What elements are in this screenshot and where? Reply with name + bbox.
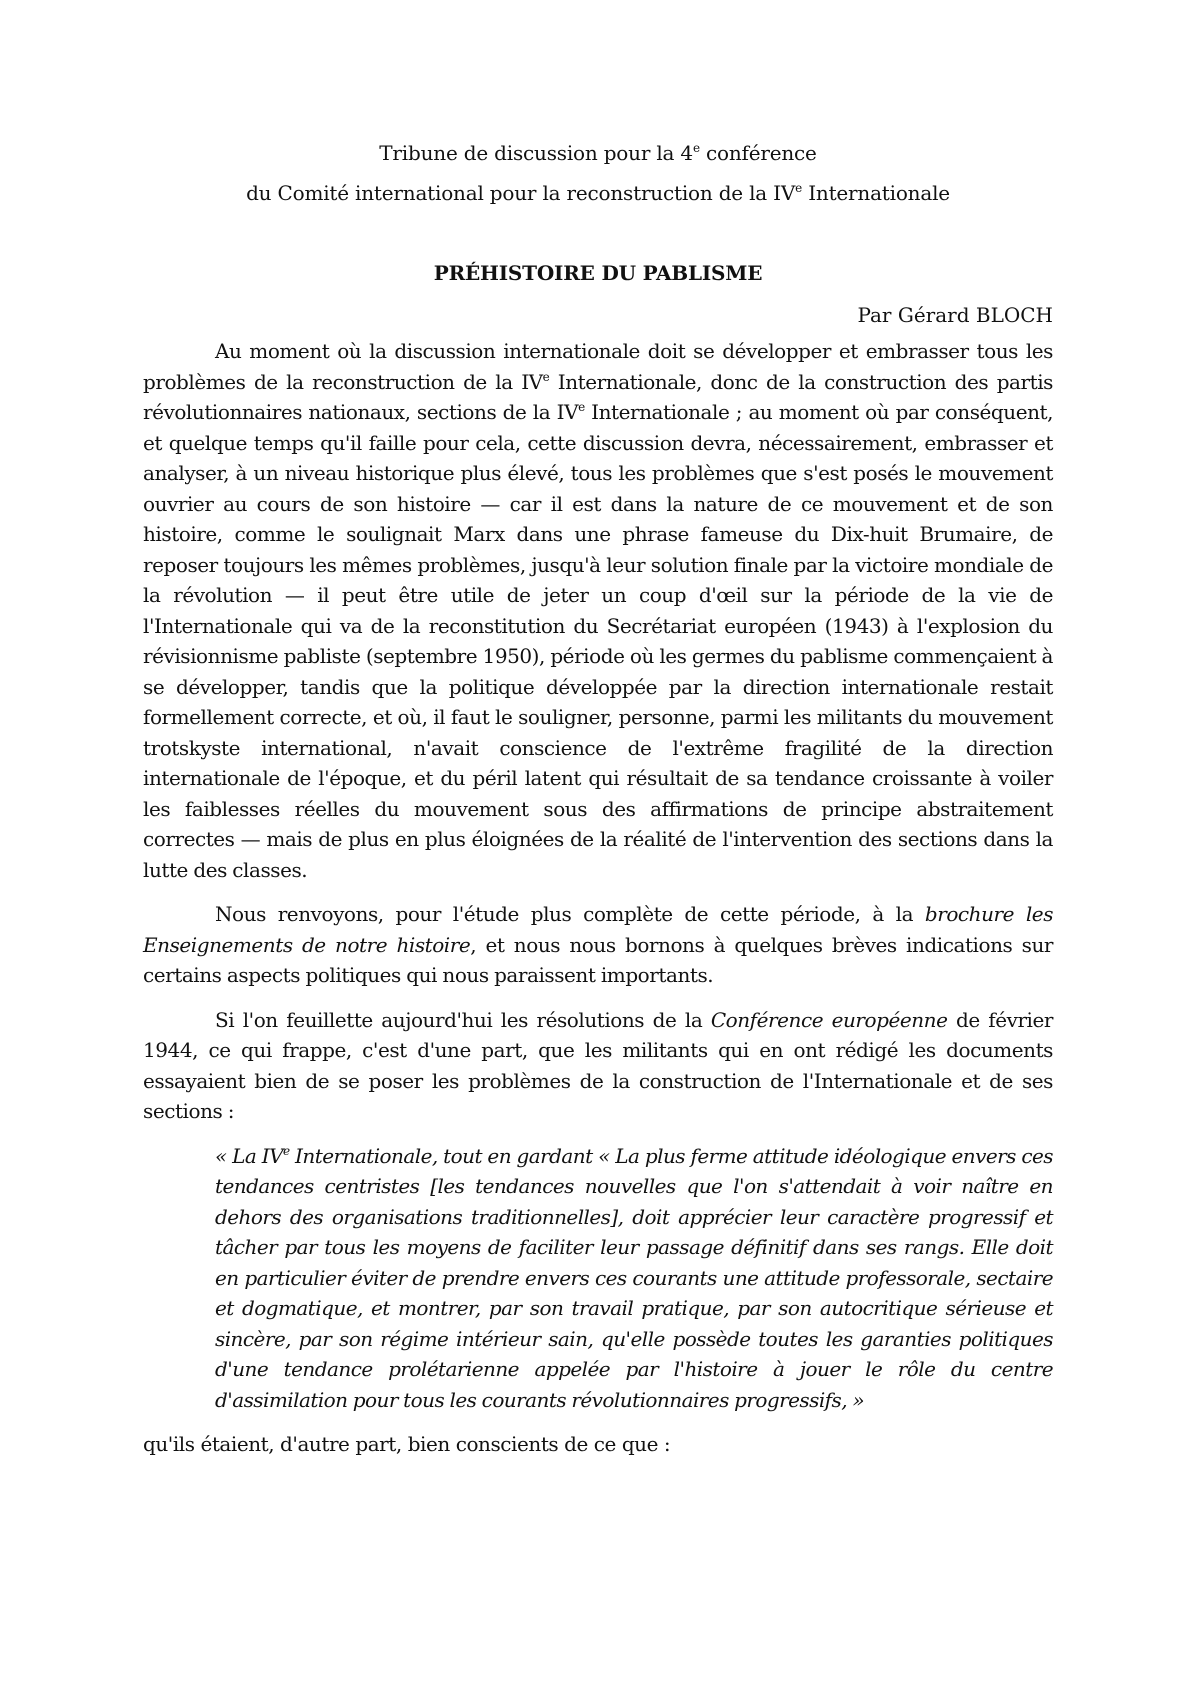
quote-text-a: « La IV bbox=[215, 1143, 283, 1168]
paragraph-1-text-c: Internationale ; au moment où par conséquent, et quelque temps qu'il faille pour cela, cette discussion devra, nécessairement, embrasser et analyser, à un niveau historique plus élevé, tous les problèmes que s'est posés le mouvement ouvrier au cours de son histoire — car il est dans la nature de ce mouvement et de son histoire, comme le soulignait Marx dans une phrase fameuse du Dix-huit Brumaire, de reposer toujours les mêmes problèmes, jusqu'à leur solution finale par la victoire mondiale de la révolution — il peut être utile de jeter un coup d'œil sur la période de la vie de l'Internationale qui va de la reconstitution du Secrétariat européen (1943) à l'explosion du révisionnisme pabliste (septembre 1950), période où les germes du pablisme commençaient à se développer, tandis que la politique développée par la direction internationale restait formellement correcte, et où, il faut le souligner, personne, parmi les militants du mouvement trotskyste international, n'avait conscience de l'extrême fragilité de la direction internationale de l'époque, et du péril latent qui résultait de sa tendance croissante à voiler les faiblesses réelles du mouvement sous des affirmations de principe abstraitement correctes — mais de plus en plus éloignées de la réalité de l'intervention des sections dans la lutte des classes. bbox=[143, 400, 1054, 882]
header-line-1 bbox=[143, 138, 1053, 168]
paragraph-1-text-a: Au moment où la discussion internationale doit se développer et embrasser tous les problèmes de la reconstruction de la IV bbox=[143, 339, 1053, 394]
ordinal-superscript: e bbox=[692, 141, 700, 155]
document-title: PRÉHISTOIRE DU PABLISME bbox=[433, 261, 763, 285]
author-byline: Par Gérard BLOCH bbox=[857, 303, 1053, 327]
paragraph-3-text-b: de février 1944, ce qui frappe, c'est d'une part, que les militants qui en ont rédigé les documents essayaient bien de se poser les problèmes de la construction de l'Internationale et de ses sections : bbox=[143, 1007, 1054, 1123]
header-line-2-text: du Comité international pour la reconstruction de la IV bbox=[246, 181, 796, 205]
paragraph-2-text-b: , et nous nous bornons à quelques brèves indications sur certains aspects politiques qui nous paraissent importants. bbox=[143, 932, 1054, 987]
document-page bbox=[143, 138, 1053, 1460]
conference-name-italic: Conférence européenne bbox=[710, 1007, 948, 1032]
brochure-title-italic: brochure les Enseignements de notre histoire bbox=[143, 902, 1054, 957]
paragraph-1 bbox=[143, 336, 1053, 885]
closing-line: qu'ils étaient, d'autre part, bien conscients de ce que : bbox=[143, 1432, 671, 1456]
header-line-2-text-end: Internationale bbox=[802, 181, 950, 205]
paragraph-2 bbox=[143, 899, 1053, 991]
ordinal-superscript: e bbox=[283, 1143, 290, 1158]
paragraph-2-text-a: Nous renvoyons, pour l'étude plus complète de cette période, à la bbox=[215, 902, 925, 926]
header-line-2 bbox=[143, 178, 1053, 208]
block-quote bbox=[215, 1141, 1053, 1416]
quote-text-b: Internationale, tout en gardant « La plus ferme attitude idéologique envers ces tendances centristes [les tendances nouvelles que l'on s'attendait à voir naître en dehors des organisations traditionnelles], doit apprécier leur caractère progressif et tâcher par tous les moyens de faciliter leur passage définitif dans ses rangs. Elle doit en particulier éviter de prendre envers ces courants une attitude professorale, sectaire et dogmatique, et montrer, par son travail pratique, par son autocritique sérieuse et sincère, par son régime intérieur sain, qu'elle possède toutes les garanties politiques d'une tendance prolétarienne appelée par l'histoire à jouer le rôle du centre d'assimilation pour tous les courants révolutionnaires progressifs, » bbox=[215, 1143, 1053, 1412]
paragraph-3-text-a: Si l'on feuillette aujourd'hui les résolutions de la bbox=[215, 1007, 711, 1032]
ordinal-superscript: e bbox=[542, 369, 550, 384]
paragraph-3 bbox=[143, 1005, 1053, 1127]
header-line-1-text: Tribune de discussion pour la 4 bbox=[379, 141, 693, 165]
paragraph-1-text-b: Internationale, donc de la construction des partis révolutionnaires nationaux, sections de la IV bbox=[143, 369, 1053, 424]
ordinal-superscript: e bbox=[578, 400, 585, 414]
ordinal-superscript: e bbox=[795, 181, 803, 195]
header-line-1-text-end: conférence bbox=[699, 141, 817, 165]
